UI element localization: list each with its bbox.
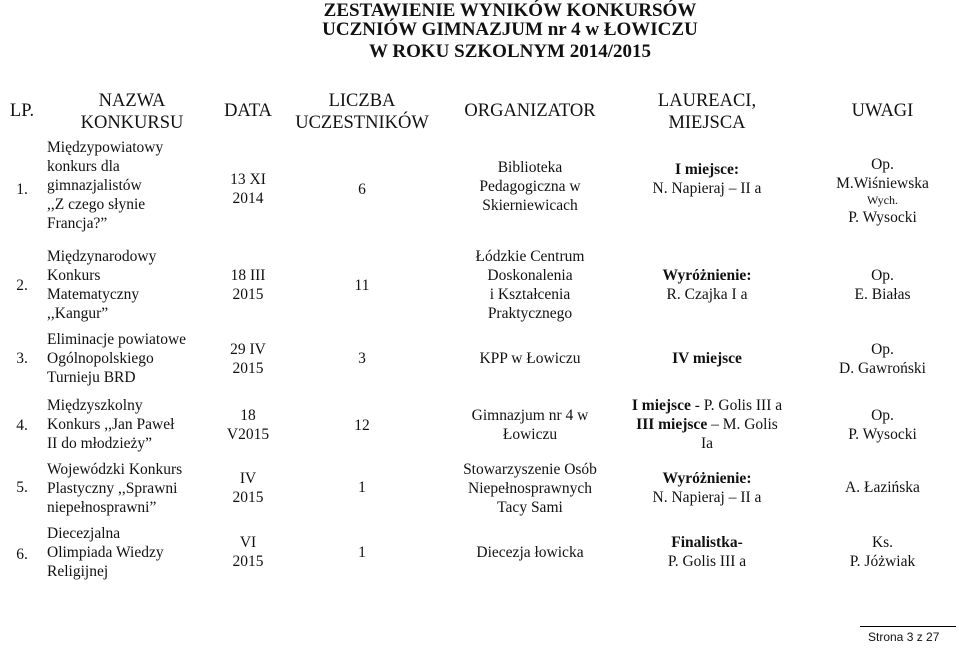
competition-date: [212, 170, 284, 208]
date-line: 2015: [232, 489, 264, 506]
date-line: 18: [240, 407, 256, 424]
laureates: [622, 349, 792, 368]
notes-line: P. Wysocki: [848, 209, 917, 226]
notes-line: Op.: [871, 407, 894, 424]
notes: [815, 266, 950, 304]
notes-line: E. Białas: [854, 286, 911, 303]
competition-date: [212, 533, 284, 571]
name-line: II do młodzieży”: [47, 435, 153, 452]
laureate-heading: III miejsce: [636, 416, 708, 433]
header-name-line-2: KONKURSU: [80, 113, 184, 133]
laureate-text: - P. Golis III a: [690, 397, 783, 414]
name-line: ,,Kangur”: [47, 305, 109, 322]
organizer: [445, 349, 615, 368]
laureate-heading: Wyróżnienie:: [662, 267, 752, 284]
organizer-line: Gimnazjum nr 4 w: [471, 407, 589, 424]
laureate-text: R. Czajka I a: [666, 286, 748, 303]
laureate-text: N. Napieraj – II a: [652, 489, 762, 506]
header-count-line-2: UCZESTNIKÓW: [295, 113, 429, 133]
participant-count: 11: [354, 277, 370, 294]
date-line: 2015: [232, 286, 264, 303]
organizer: [445, 158, 615, 215]
organizer: [445, 406, 615, 444]
notes-line: P. Wysocki: [848, 426, 917, 443]
organizer: [445, 247, 615, 323]
date-line: 18 III: [230, 267, 266, 284]
laureate-text: – M. Golis: [707, 416, 778, 433]
header-count: [282, 90, 442, 134]
row-number: 4.: [16, 417, 28, 434]
competition-name: [47, 460, 217, 517]
header-name-line-1: NAZWA: [98, 91, 166, 111]
document-title-line-1: ZESTAWIENIE WYNIKÓW KONKURSÓW: [323, 0, 697, 21]
laureates: [622, 533, 792, 571]
laureate-heading: IV miejsce: [672, 350, 742, 367]
organizer-line: i Kształcenia: [489, 286, 571, 303]
notes: [815, 478, 950, 497]
header-name: [47, 90, 217, 134]
organizer-line: Doskonalenia: [487, 267, 573, 284]
organizer-line: Praktycznego: [487, 305, 573, 322]
participant-count: 12: [354, 417, 370, 434]
laureates: [622, 396, 792, 453]
organizer-line: Łódzkie Centrum: [475, 248, 585, 265]
notes-line: D. Gawroński: [839, 360, 926, 377]
laureate-text: P. Golis III a: [667, 553, 747, 570]
organizer-line: Stowarzyszenie Osób: [463, 461, 597, 478]
name-line: niepełnosprawni”: [47, 499, 157, 516]
page-number: Strona 3 z 27: [868, 630, 940, 644]
organizer-line: Tacy Sami: [497, 499, 563, 516]
header-laureates-line-2: MIEJSCA: [668, 113, 746, 133]
name-line: Międzynarodowy: [47, 248, 157, 265]
name-line: Religijnej: [47, 563, 109, 580]
notes: [815, 406, 950, 444]
header-organizer: ORGANIZATOR: [464, 101, 596, 121]
document-title-line-3: W ROKU SZKOLNYM 2014/2015: [368, 41, 652, 62]
organizer-line: Diecezja łowicka: [476, 544, 584, 561]
participant-count: 3: [358, 350, 366, 367]
name-line: ,,Z czego słynie: [47, 196, 146, 213]
date-line: 13 XI: [230, 171, 266, 188]
header-date: DATA: [224, 101, 272, 121]
competition-name: [47, 247, 217, 323]
header-notes: UWAGI: [851, 101, 914, 121]
laureates: [622, 469, 792, 507]
laureate-heading: I miejsce:: [674, 161, 740, 178]
name-line: Turnieju BRD: [47, 369, 136, 386]
laureate-heading: Finalistka-: [671, 534, 743, 551]
laureate-heading: I miejsce: [631, 397, 691, 414]
organizer-line: Pedagogiczna w: [479, 178, 581, 195]
row-number: 1.: [16, 181, 28, 198]
competition-date: [212, 340, 284, 378]
competition-name: [47, 330, 217, 387]
organizer-line: KPP w Łowiczu: [479, 350, 581, 367]
notes-line: Op.: [871, 341, 894, 358]
laureates: [622, 160, 792, 198]
name-line: konkurs dla: [47, 158, 120, 175]
organizer-line: Biblioteka: [497, 159, 563, 176]
name-line: Matematyczny: [47, 286, 140, 303]
notes-line: A. Łazińska: [845, 479, 920, 496]
organizer-line: Skierniewicach: [482, 197, 578, 214]
laureate-text: N. Napieraj – II a: [652, 180, 762, 197]
organizer: [445, 460, 615, 517]
laureate-text: Ia: [700, 435, 714, 452]
competition-date: [212, 469, 284, 507]
organizer: [445, 543, 615, 562]
name-line: Diecezjalna: [47, 525, 121, 542]
name-line: Konkurs: [47, 267, 101, 284]
header-lp: LP.: [9, 101, 35, 121]
name-line: Wojewódzki Konkurs: [47, 461, 183, 478]
name-line: Ogólnopolskiego: [47, 350, 154, 367]
participant-count: 6: [358, 181, 366, 198]
date-line: 2014: [232, 190, 264, 207]
row-number: 2.: [16, 277, 28, 294]
notes: [815, 533, 950, 571]
organizer-line: Niepełnosprawnych: [468, 480, 592, 497]
date-line: 2015: [232, 553, 264, 570]
name-line: Eliminacje powiatowe: [47, 331, 187, 348]
laureates: [622, 266, 792, 304]
header-laureates: [622, 90, 792, 134]
competition-date: [212, 266, 284, 304]
date-line: 2015: [232, 360, 264, 377]
notes-line: Wych.: [867, 193, 898, 207]
document-title-line-2: UCZNIÓW GIMNAZJUM nr 4 w ŁOWICZU: [322, 19, 698, 40]
notes-line: M.Wiśniewska: [836, 175, 929, 192]
competition-name: [47, 396, 217, 453]
competition-name: [47, 524, 217, 581]
name-line: Francja?”: [47, 215, 108, 232]
notes: [815, 340, 950, 378]
footer-divider: [860, 626, 956, 627]
notes-line: Op.: [871, 267, 894, 284]
name-line: Międzypowiatowy: [47, 139, 164, 156]
name-line: Olimpiada Wiedzy: [47, 544, 164, 561]
header-count-line-1: LICZBA: [328, 91, 396, 111]
row-number: 5.: [16, 479, 28, 496]
competition-date: [212, 406, 284, 444]
notes-line: Ks.: [871, 534, 894, 551]
row-number: 6.: [16, 546, 28, 563]
notes-line: Op.: [871, 156, 894, 173]
date-line: IV: [239, 470, 257, 487]
competition-name: [47, 138, 217, 233]
name-line: Międzyszkolny: [47, 397, 143, 414]
row-number: 3.: [16, 350, 28, 367]
name-line: gimnazjalistów: [47, 177, 142, 194]
header-laureates-line-1: LAUREACI,: [657, 91, 757, 111]
organizer-line: Łowiczu: [502, 426, 558, 443]
participant-count: 1: [358, 479, 366, 496]
participant-count: 1: [358, 544, 366, 561]
name-line: Konkurs ,,Jan Paweł: [47, 416, 175, 433]
date-line: VI: [239, 534, 257, 551]
date-line: 29 IV: [230, 341, 266, 358]
laureate-heading: Wyróżnienie:: [662, 470, 752, 487]
name-line: Plastyczny ,,Sprawni: [47, 480, 178, 497]
date-line: V2015: [226, 426, 270, 443]
notes-line: P. Jóżwiak: [849, 553, 916, 570]
notes: [815, 155, 950, 227]
